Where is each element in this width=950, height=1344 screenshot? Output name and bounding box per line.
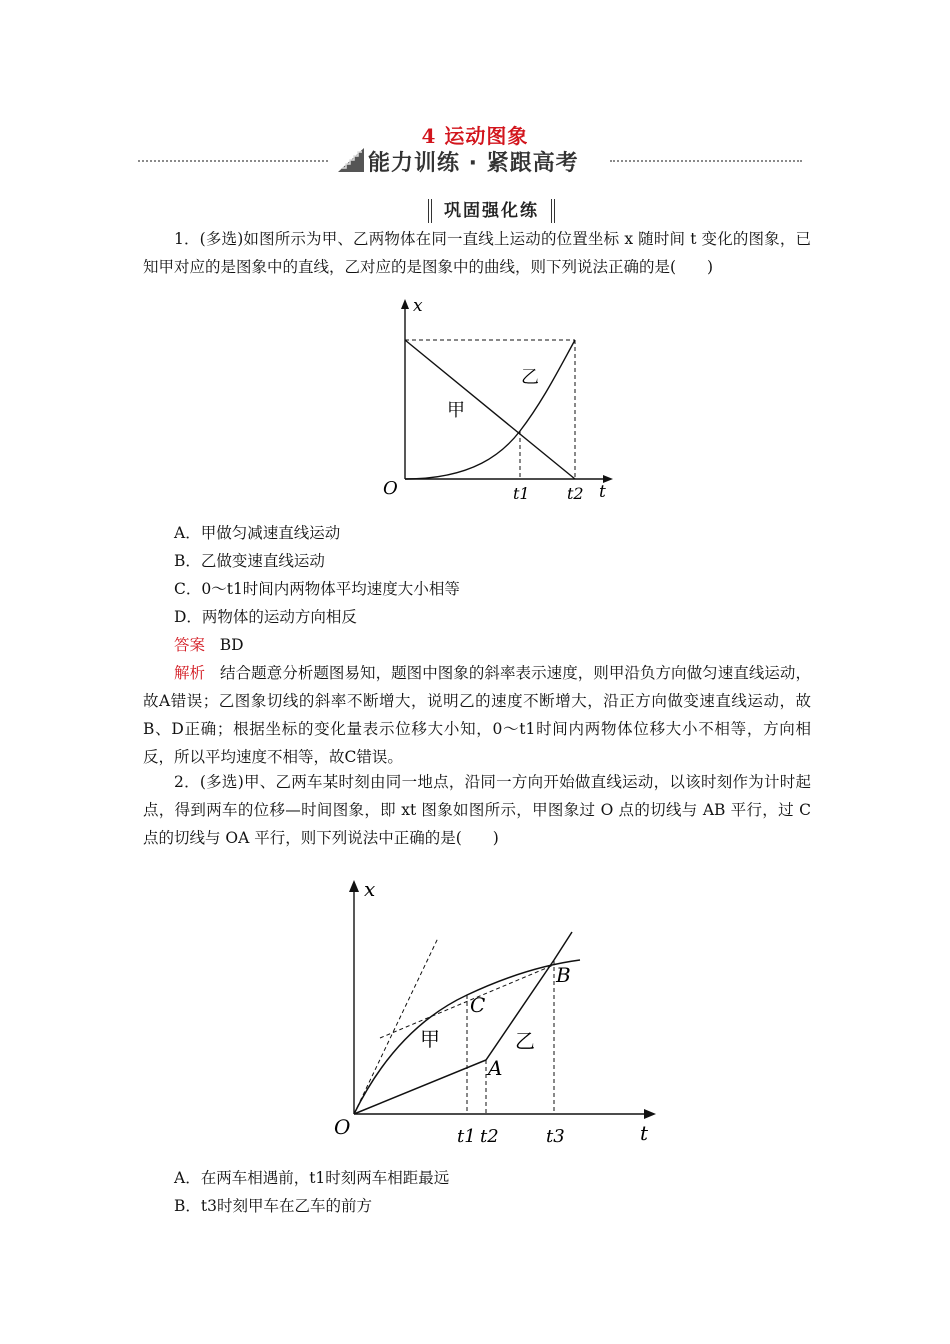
q2-point-b-label: B xyxy=(556,963,571,987)
q1-jia-label: 甲 xyxy=(447,400,465,421)
q2-line-yi xyxy=(354,932,572,1114)
q1-figure xyxy=(363,283,623,518)
q2-point-c-label: C xyxy=(470,993,486,1017)
q2-t-label: t xyxy=(640,1121,649,1145)
q2-option-b: B．t3时刻甲车在乙车的前方 xyxy=(174,1197,372,1215)
q1-t-label: t xyxy=(599,482,606,502)
q1-x-axis-arrow xyxy=(401,299,409,309)
banner-stairs-icon xyxy=(336,146,366,174)
q2-tangent-o xyxy=(354,938,438,1114)
q2-jia-label: 甲 xyxy=(420,1027,440,1051)
q1-option-c: C．0～t1时间内两物体平均速度大小相等 xyxy=(174,580,460,598)
q1-answer-value: BD xyxy=(219,636,244,654)
q2-figure xyxy=(310,852,680,1152)
q2-option-a: A．在两车相遇前，t1时刻两车相距最远 xyxy=(174,1169,450,1187)
q2-t1-label: t1 xyxy=(457,1126,476,1147)
q2-t3-label: t3 xyxy=(546,1126,565,1147)
q2-stem: 2．(多选)甲、乙两车某时刻由同一地点，沿同一方向开始做直线运动，以该时刻作为计时起点，得到两车的位移—时间图象，即 xt 图象如图所示，甲图象过 O 点的切线与 AB 平行，过 C 点的切线与 OA 平行，则下列说法中正确的是( ) xyxy=(143,773,811,847)
q1-analysis-text: 结合题意分析题图易知，题图中图象的斜率表示速度，则甲沿负方向做匀速直线运动，故A错误；乙图象切线的斜率不断增大，说明乙的速度不断增大，沿正方向做变速直线运动，故B、D正确；根据坐标的变化量表示位移大小知，0～t1时间内两物体位移大小不相等，方向相反，所以平均速度不相等，故C错误。 xyxy=(143,664,811,766)
q2-origin-label: O xyxy=(334,1115,351,1139)
q2-yi-label: 乙 xyxy=(515,1029,535,1053)
banner-divider-left xyxy=(138,160,328,162)
q2-x-axis-arrow xyxy=(349,880,359,892)
q2-t2-label: t2 xyxy=(480,1126,499,1147)
q1-origin-label: O xyxy=(383,478,398,499)
q1-option-d: D．两物体的运动方向相反 xyxy=(174,608,357,626)
q2-point-a-label: A xyxy=(488,1056,503,1080)
q1-analysis-label: 解析 xyxy=(174,664,206,682)
q1-analysis xyxy=(143,659,811,771)
page-title: 4 运动图象 xyxy=(421,124,529,148)
banner-text: 能力训练 · 紧跟高考 xyxy=(368,151,579,176)
banner-divider-right xyxy=(610,160,802,162)
q1-answer-label: 答案 xyxy=(174,636,206,654)
q1-stem: 1．(多选)如图所示为甲、乙两物体在同一直线上运动的位置坐标 x 随时间 t 变化的图象，已知甲对应的是图象中的直线，乙对应的是图象中的曲线，则下列说法正确的是( ) xyxy=(143,230,811,276)
q1-option-a: A．甲做匀减速直线运动 xyxy=(174,524,341,542)
section-label: 巩固强化练 xyxy=(428,199,555,223)
q1-x-label: x xyxy=(413,296,423,316)
q2-x-label: x xyxy=(364,877,376,901)
q1-answer-row xyxy=(174,631,244,659)
q1-t1-label: t1 xyxy=(513,484,530,503)
q1-option-b: B．乙做变速直线运动 xyxy=(174,552,325,570)
q1-yi-label: 乙 xyxy=(521,367,539,388)
q2-t-axis-arrow xyxy=(644,1109,656,1119)
q1-t2-label: t2 xyxy=(567,484,584,503)
q2-tangent-c xyxy=(380,964,556,1038)
